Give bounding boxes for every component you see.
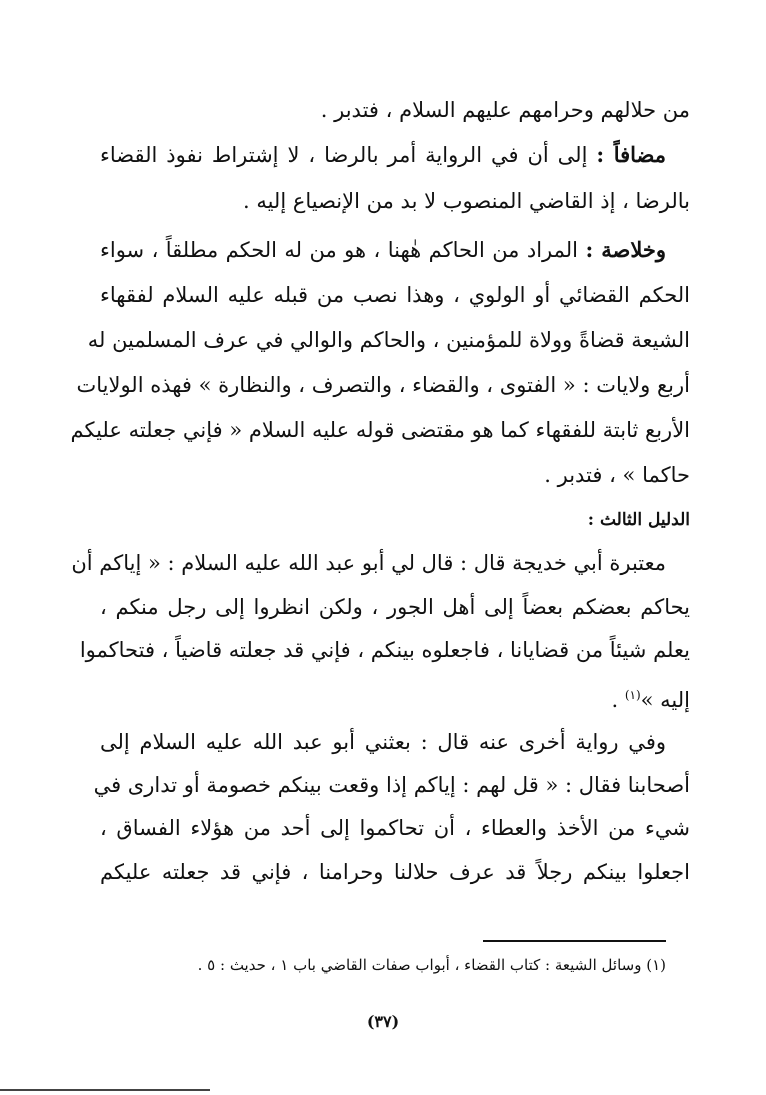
text-line: يعلم شيئاً من قضايانا ، فاجعلوه بينكم ، فإني قد جعلته قاضياً ، فتحاكموا — [79, 638, 690, 662]
section-heading: الدليل الثالث : — [587, 510, 690, 530]
text-line: أصحابنا فقال : « قل لهم : إياكم إذا وقعت بينكم خصومة أو تدارى في — [93, 773, 690, 797]
text-line: معتبرة أبي خديجة قال : قال لي أبو عبد الله عليه السلام : « إياكم أن — [71, 551, 666, 575]
text-line: حاكما » ، فتدبر . — [544, 463, 690, 487]
text-line: الأربع ثابتة للفقهاء كما هو مقتضى قوله عليه السلام « فإني جعلته عليكم — [70, 418, 690, 442]
text-line: بالرضا ، إذ القاضي المنصوب لا بد من الإنصياع إليه . — [242, 189, 690, 213]
line-text: إلى أن في الرواية أمر بالرضا ، لا إشتراط نفوذ القضاء — [100, 143, 588, 167]
text-line: الشيعة قضاةً وولاة للمؤمنين ، والحاكم والوالي في عرف المسلمين له — [87, 328, 690, 352]
page-number: (٣٧) — [366, 1012, 400, 1031]
footnote-marker: (١) — [624, 688, 641, 702]
line-text: المراد من الحاكم هٰهنا ، هو من له الحكم مطلقاً ، سواء — [100, 238, 579, 262]
term-label: وخلاصة : — [585, 237, 666, 262]
text-line: اجعلوا بينكم رجلاً قد عرف حلالنا وحرامنا ، فإني قد جعلته عليكم — [100, 860, 690, 884]
text-line: من حلالهم وحرامهم عليهم السلام ، فتدبر . — [320, 98, 690, 122]
footnote-divider — [483, 940, 666, 942]
text-line: وفي رواية أخرى عنه قال : بعثني أبو عبد الله عليه السلام إلى — [100, 730, 666, 754]
line-text: . — [611, 688, 619, 712]
footnote: (١) وسائل الشيعة : كتاب القضاء ، أبواب صفات القاضي باب ١ ، حديث : ٥ . — [197, 956, 666, 974]
scan-edge-line — [0, 1089, 210, 1091]
text-line — [100, 680, 690, 715]
line-text: إليه » — [640, 688, 690, 712]
text-line: يحاكم بعضكم بعضاً إلى أهل الجور ، ولكن انظروا إلى رجل منكم ، — [100, 595, 690, 619]
text-line: أربع ولايات : « الفتوى ، والقضاء ، والتصرف ، والنظارة » فهذه الولايات — [76, 373, 690, 397]
term-label: مضافاً : — [596, 142, 667, 167]
text-line — [100, 235, 666, 265]
text-line: الحكم القضائي أو الولوي ، وهذا نصب من قبله عليه السلام لفقهاء — [100, 283, 690, 307]
text-line — [100, 140, 666, 170]
text-line: شيء من الأخذ والعطاء ، أن تحاكموا إلى أحد من هؤلاء الفساق ، — [100, 816, 690, 840]
